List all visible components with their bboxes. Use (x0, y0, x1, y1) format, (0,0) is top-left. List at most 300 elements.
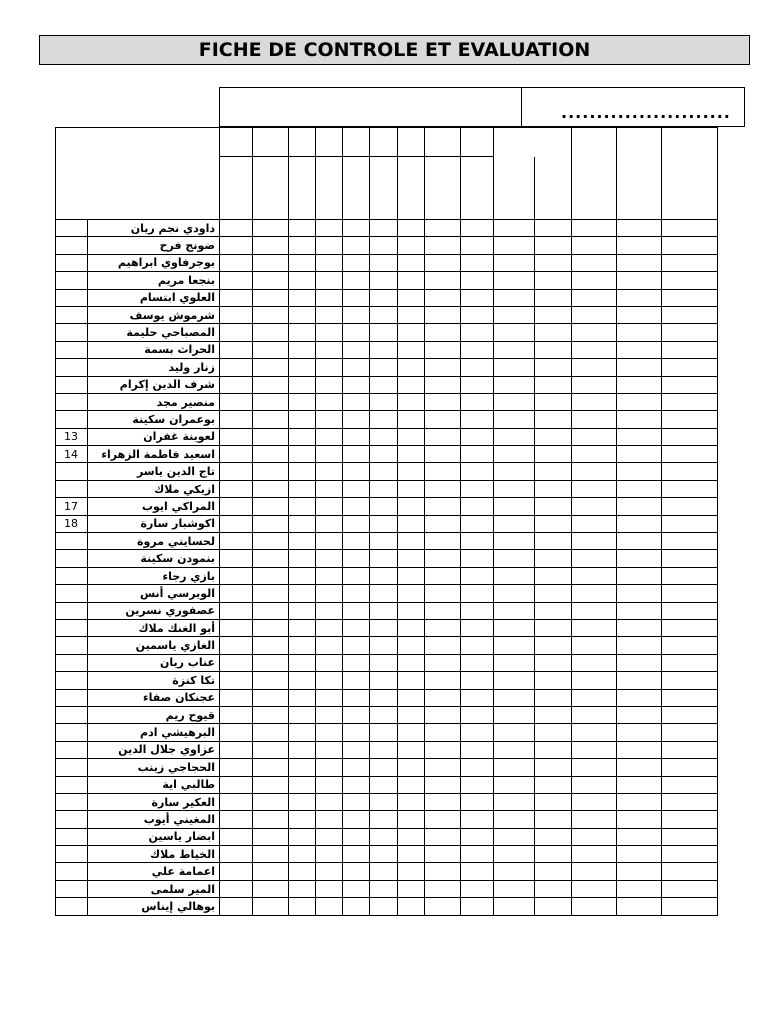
grade-cell[interactable] (572, 846, 617, 863)
grade-cell[interactable] (289, 811, 316, 828)
grade-cell[interactable] (617, 463, 662, 480)
grade-cell[interactable] (662, 237, 718, 254)
grade-cell[interactable] (316, 533, 343, 550)
grade-cell[interactable] (398, 550, 425, 567)
grade-cell[interactable] (220, 237, 253, 254)
grade-cell[interactable] (572, 306, 617, 323)
grade-cell[interactable] (425, 776, 461, 793)
grade-cell[interactable] (253, 672, 289, 689)
grade-cell[interactable] (425, 602, 461, 619)
grade-cell[interactable] (398, 289, 425, 306)
grade-cell[interactable] (398, 376, 425, 393)
grade-cell[interactable] (220, 550, 253, 567)
grade-cell[interactable] (617, 220, 662, 237)
grade-cell[interactable] (572, 446, 617, 463)
grade-cell[interactable] (343, 220, 370, 237)
grade-cell[interactable] (494, 306, 535, 323)
grade-cell[interactable] (572, 411, 617, 428)
grade-cell[interactable] (572, 793, 617, 810)
grade-cell[interactable] (535, 254, 572, 271)
grade-cell[interactable] (535, 654, 572, 671)
grade-cell[interactable] (425, 846, 461, 863)
grade-cell[interactable] (289, 880, 316, 897)
grade-cell[interactable] (425, 724, 461, 741)
grade-cell[interactable] (535, 619, 572, 636)
grade-cell[interactable] (343, 411, 370, 428)
grade-cell[interactable] (535, 689, 572, 706)
grade-cell[interactable] (572, 637, 617, 654)
grade-cell[interactable] (220, 533, 253, 550)
grade-cell[interactable] (253, 759, 289, 776)
grade-cell[interactable] (289, 863, 316, 880)
grade-cell[interactable] (253, 289, 289, 306)
grade-cell[interactable] (398, 463, 425, 480)
grade-cell[interactable] (289, 637, 316, 654)
grade-cell[interactable] (535, 480, 572, 497)
grade-cell[interactable] (316, 498, 343, 515)
grade-cell[interactable] (220, 724, 253, 741)
grade-cell[interactable] (289, 846, 316, 863)
grade-cell[interactable] (494, 237, 535, 254)
grade-cell[interactable] (370, 776, 398, 793)
grade-cell[interactable] (494, 289, 535, 306)
grade-cell[interactable] (572, 289, 617, 306)
grade-cell[interactable] (370, 585, 398, 602)
grade-cell[interactable] (370, 759, 398, 776)
grade-cell[interactable] (662, 533, 718, 550)
grade-cell[interactable] (253, 463, 289, 480)
grade-cell[interactable] (662, 776, 718, 793)
grade-cell[interactable] (343, 637, 370, 654)
grade-cell[interactable] (253, 898, 289, 915)
grade-cell[interactable] (398, 411, 425, 428)
grade-cell[interactable] (370, 359, 398, 376)
grade-cell[interactable] (289, 689, 316, 706)
grade-cell[interactable] (461, 811, 494, 828)
grade-cell[interactable] (253, 411, 289, 428)
grade-cell[interactable] (370, 880, 398, 897)
grade-cell[interactable] (398, 341, 425, 358)
grade-cell[interactable] (662, 324, 718, 341)
grade-cell[interactable] (220, 324, 253, 341)
grade-cell[interactable] (316, 672, 343, 689)
grade-cell[interactable] (662, 550, 718, 567)
grade-cell[interactable] (289, 602, 316, 619)
grade-cell[interactable] (425, 393, 461, 410)
grade-cell[interactable] (289, 706, 316, 723)
grade-cell[interactable] (461, 393, 494, 410)
grade-cell[interactable] (316, 654, 343, 671)
grade-cell[interactable] (370, 863, 398, 880)
grade-cell[interactable] (343, 828, 370, 845)
grade-cell[interactable] (494, 793, 535, 810)
grade-cell[interactable] (535, 220, 572, 237)
grade-cell[interactable] (220, 393, 253, 410)
grade-cell[interactable] (535, 706, 572, 723)
grade-cell[interactable] (253, 220, 289, 237)
grade-cell[interactable] (617, 498, 662, 515)
grade-cell[interactable] (494, 498, 535, 515)
grade-cell[interactable] (343, 359, 370, 376)
grade-cell[interactable] (494, 759, 535, 776)
grade-cell[interactable] (220, 846, 253, 863)
grade-cell[interactable] (343, 237, 370, 254)
grade-cell[interactable] (343, 289, 370, 306)
grade-cell[interactable] (425, 759, 461, 776)
grade-cell[interactable] (617, 672, 662, 689)
grade-cell[interactable] (461, 306, 494, 323)
grade-cell[interactable] (425, 480, 461, 497)
grade-cell[interactable] (316, 776, 343, 793)
grade-cell[interactable] (253, 846, 289, 863)
grade-cell[interactable] (494, 706, 535, 723)
grade-cell[interactable] (662, 828, 718, 845)
grade-cell[interactable] (289, 359, 316, 376)
grade-cell[interactable] (289, 898, 316, 915)
grade-cell[interactable] (535, 550, 572, 567)
grade-cell[interactable] (662, 567, 718, 584)
grade-cell[interactable] (662, 689, 718, 706)
grade-cell[interactable] (662, 724, 718, 741)
grade-cell[interactable] (617, 828, 662, 845)
grade-cell[interactable] (253, 550, 289, 567)
grade-cell[interactable] (617, 724, 662, 741)
grade-cell[interactable] (398, 689, 425, 706)
grade-cell[interactable] (494, 463, 535, 480)
grade-cell[interactable] (220, 220, 253, 237)
grade-cell[interactable] (343, 619, 370, 636)
grade-cell[interactable] (316, 341, 343, 358)
grade-cell[interactable] (343, 376, 370, 393)
grade-cell[interactable] (494, 567, 535, 584)
grade-cell[interactable] (535, 341, 572, 358)
grade-cell[interactable] (220, 863, 253, 880)
grade-cell[interactable] (461, 619, 494, 636)
grade-cell[interactable] (494, 880, 535, 897)
grade-cell[interactable] (494, 393, 535, 410)
grade-cell[interactable] (425, 254, 461, 271)
grade-cell[interactable] (461, 759, 494, 776)
grade-cell[interactable] (662, 654, 718, 671)
grade-cell[interactable] (617, 289, 662, 306)
grade-cell[interactable] (461, 359, 494, 376)
grade-cell[interactable] (253, 306, 289, 323)
grade-cell[interactable] (572, 480, 617, 497)
grade-cell[interactable] (343, 515, 370, 532)
grade-cell[interactable] (461, 411, 494, 428)
grade-cell[interactable] (316, 619, 343, 636)
grade-cell[interactable] (617, 515, 662, 532)
grade-cell[interactable] (425, 898, 461, 915)
grade-cell[interactable] (398, 672, 425, 689)
grade-cell[interactable] (425, 359, 461, 376)
grade-cell[interactable] (535, 533, 572, 550)
grade-cell[interactable] (316, 880, 343, 897)
grade-cell[interactable] (494, 672, 535, 689)
grade-cell[interactable] (253, 741, 289, 758)
grade-cell[interactable] (494, 515, 535, 532)
grade-cell[interactable] (494, 741, 535, 758)
grade-cell[interactable] (535, 672, 572, 689)
grade-cell[interactable] (425, 446, 461, 463)
grade-cell[interactable] (572, 898, 617, 915)
grade-cell[interactable] (289, 828, 316, 845)
grade-cell[interactable] (316, 811, 343, 828)
grade-cell[interactable] (617, 846, 662, 863)
grade-cell[interactable] (343, 393, 370, 410)
grade-cell[interactable] (220, 515, 253, 532)
grade-cell[interactable] (572, 585, 617, 602)
grade-cell[interactable] (617, 706, 662, 723)
grade-cell[interactable] (220, 359, 253, 376)
grade-cell[interactable] (316, 550, 343, 567)
grade-cell[interactable] (461, 724, 494, 741)
grade-cell[interactable] (220, 637, 253, 654)
grade-cell[interactable] (572, 689, 617, 706)
grade-cell[interactable] (343, 567, 370, 584)
grade-cell[interactable] (662, 741, 718, 758)
grade-cell[interactable] (617, 550, 662, 567)
grade-cell[interactable] (253, 341, 289, 358)
grade-cell[interactable] (220, 341, 253, 358)
grade-cell[interactable] (662, 446, 718, 463)
grade-cell[interactable] (572, 619, 617, 636)
grade-cell[interactable] (662, 254, 718, 271)
grade-cell[interactable] (343, 759, 370, 776)
grade-cell[interactable] (343, 550, 370, 567)
grade-cell[interactable] (370, 828, 398, 845)
grade-cell[interactable] (425, 550, 461, 567)
grade-cell[interactable] (572, 533, 617, 550)
grade-cell[interactable] (617, 689, 662, 706)
grade-cell[interactable] (425, 324, 461, 341)
grade-cell[interactable] (535, 724, 572, 741)
grade-cell[interactable] (316, 515, 343, 532)
grade-cell[interactable] (425, 341, 461, 358)
grade-cell[interactable] (370, 811, 398, 828)
grade-cell[interactable] (535, 324, 572, 341)
grade-cell[interactable] (289, 237, 316, 254)
grade-cell[interactable] (370, 724, 398, 741)
grade-cell[interactable] (572, 811, 617, 828)
grade-cell[interactable] (220, 811, 253, 828)
grade-cell[interactable] (289, 585, 316, 602)
grade-cell[interactable] (535, 602, 572, 619)
grade-cell[interactable] (220, 480, 253, 497)
grade-cell[interactable] (398, 706, 425, 723)
grade-cell[interactable] (535, 515, 572, 532)
grade-cell[interactable] (343, 724, 370, 741)
grade-cell[interactable] (662, 498, 718, 515)
grade-cell[interactable] (370, 706, 398, 723)
grade-cell[interactable] (220, 376, 253, 393)
grade-cell[interactable] (662, 480, 718, 497)
grade-cell[interactable] (535, 759, 572, 776)
grade-cell[interactable] (343, 672, 370, 689)
grade-cell[interactable] (220, 759, 253, 776)
grade-cell[interactable] (343, 846, 370, 863)
grade-cell[interactable] (398, 846, 425, 863)
grade-cell[interactable] (535, 776, 572, 793)
grade-cell[interactable] (343, 306, 370, 323)
grade-cell[interactable] (662, 585, 718, 602)
grade-cell[interactable] (289, 654, 316, 671)
grade-cell[interactable] (662, 898, 718, 915)
grade-cell[interactable] (461, 480, 494, 497)
grade-cell[interactable] (425, 220, 461, 237)
grade-cell[interactable] (662, 602, 718, 619)
grade-cell[interactable] (398, 828, 425, 845)
grade-cell[interactable] (617, 376, 662, 393)
grade-cell[interactable] (316, 272, 343, 289)
grade-cell[interactable] (461, 220, 494, 237)
grade-cell[interactable] (398, 393, 425, 410)
grade-cell[interactable] (662, 376, 718, 393)
grade-cell[interactable] (535, 359, 572, 376)
grade-cell[interactable] (461, 637, 494, 654)
grade-cell[interactable] (398, 480, 425, 497)
grade-cell[interactable] (617, 428, 662, 445)
grade-cell[interactable] (617, 759, 662, 776)
grade-cell[interactable] (398, 359, 425, 376)
grade-cell[interactable] (343, 706, 370, 723)
grade-cell[interactable] (316, 306, 343, 323)
grade-cell[interactable] (461, 898, 494, 915)
grade-cell[interactable] (425, 689, 461, 706)
grade-cell[interactable] (617, 898, 662, 915)
grade-cell[interactable] (494, 619, 535, 636)
grade-cell[interactable] (425, 289, 461, 306)
grade-cell[interactable] (253, 498, 289, 515)
grade-cell[interactable] (494, 828, 535, 845)
grade-cell[interactable] (425, 706, 461, 723)
grade-cell[interactable] (572, 376, 617, 393)
grade-cell[interactable] (617, 567, 662, 584)
grade-cell[interactable] (398, 880, 425, 897)
grade-cell[interactable] (617, 359, 662, 376)
grade-cell[interactable] (535, 289, 572, 306)
grade-cell[interactable] (425, 237, 461, 254)
grade-cell[interactable] (572, 828, 617, 845)
grade-cell[interactable] (572, 880, 617, 897)
grade-cell[interactable] (461, 585, 494, 602)
grade-cell[interactable] (461, 672, 494, 689)
grade-cell[interactable] (572, 341, 617, 358)
grade-cell[interactable] (535, 306, 572, 323)
grade-cell[interactable] (370, 324, 398, 341)
grade-cell[interactable] (662, 463, 718, 480)
grade-cell[interactable] (662, 306, 718, 323)
grade-cell[interactable] (370, 533, 398, 550)
grade-cell[interactable] (425, 498, 461, 515)
grade-cell[interactable] (370, 846, 398, 863)
grade-cell[interactable] (289, 776, 316, 793)
grade-cell[interactable] (253, 689, 289, 706)
grade-cell[interactable] (370, 272, 398, 289)
grade-cell[interactable] (425, 515, 461, 532)
grade-cell[interactable] (494, 359, 535, 376)
grade-cell[interactable] (461, 654, 494, 671)
grade-cell[interactable] (398, 602, 425, 619)
grade-cell[interactable] (461, 515, 494, 532)
grade-cell[interactable] (289, 324, 316, 341)
grade-cell[interactable] (425, 828, 461, 845)
grade-cell[interactable] (253, 706, 289, 723)
grade-cell[interactable] (572, 602, 617, 619)
grade-cell[interactable] (220, 446, 253, 463)
grade-cell[interactable] (370, 654, 398, 671)
grade-cell[interactable] (617, 619, 662, 636)
grade-cell[interactable] (370, 393, 398, 410)
grade-cell[interactable] (220, 706, 253, 723)
grade-cell[interactable] (617, 393, 662, 410)
grade-cell[interactable] (535, 585, 572, 602)
grade-cell[interactable] (535, 446, 572, 463)
grade-cell[interactable] (494, 776, 535, 793)
grade-cell[interactable] (461, 880, 494, 897)
grade-cell[interactable] (316, 480, 343, 497)
grade-cell[interactable] (316, 411, 343, 428)
grade-cell[interactable] (461, 602, 494, 619)
grade-cell[interactable] (289, 289, 316, 306)
grade-cell[interactable] (494, 533, 535, 550)
grade-cell[interactable] (425, 411, 461, 428)
grade-cell[interactable] (370, 306, 398, 323)
grade-cell[interactable] (316, 863, 343, 880)
grade-cell[interactable] (253, 480, 289, 497)
grade-cell[interactable] (253, 428, 289, 445)
grade-cell[interactable] (425, 585, 461, 602)
grade-cell[interactable] (662, 272, 718, 289)
grade-cell[interactable] (494, 254, 535, 271)
grade-cell[interactable] (289, 567, 316, 584)
grade-cell[interactable] (461, 324, 494, 341)
grade-cell[interactable] (289, 393, 316, 410)
grade-cell[interactable] (253, 602, 289, 619)
grade-cell[interactable] (494, 637, 535, 654)
grade-cell[interactable] (461, 341, 494, 358)
grade-cell[interactable] (220, 828, 253, 845)
grade-cell[interactable] (617, 602, 662, 619)
grade-cell[interactable] (494, 272, 535, 289)
grade-cell[interactable] (220, 793, 253, 810)
grade-cell[interactable] (425, 567, 461, 584)
grade-cell[interactable] (398, 254, 425, 271)
grade-cell[interactable] (398, 759, 425, 776)
grade-cell[interactable] (572, 254, 617, 271)
grade-cell[interactable] (343, 863, 370, 880)
grade-cell[interactable] (425, 654, 461, 671)
grade-cell[interactable] (572, 863, 617, 880)
grade-cell[interactable] (535, 393, 572, 410)
grade-cell[interactable] (343, 654, 370, 671)
grade-cell[interactable] (398, 863, 425, 880)
grade-cell[interactable] (370, 619, 398, 636)
grade-cell[interactable] (572, 393, 617, 410)
grade-cell[interactable] (253, 515, 289, 532)
grade-cell[interactable] (370, 741, 398, 758)
grade-cell[interactable] (343, 533, 370, 550)
grade-cell[interactable] (289, 672, 316, 689)
grade-cell[interactable] (343, 793, 370, 810)
grade-cell[interactable] (253, 585, 289, 602)
grade-cell[interactable] (289, 428, 316, 445)
grade-cell[interactable] (535, 637, 572, 654)
grade-cell[interactable] (535, 811, 572, 828)
grade-cell[interactable] (289, 550, 316, 567)
grade-cell[interactable] (572, 272, 617, 289)
grade-cell[interactable] (425, 880, 461, 897)
